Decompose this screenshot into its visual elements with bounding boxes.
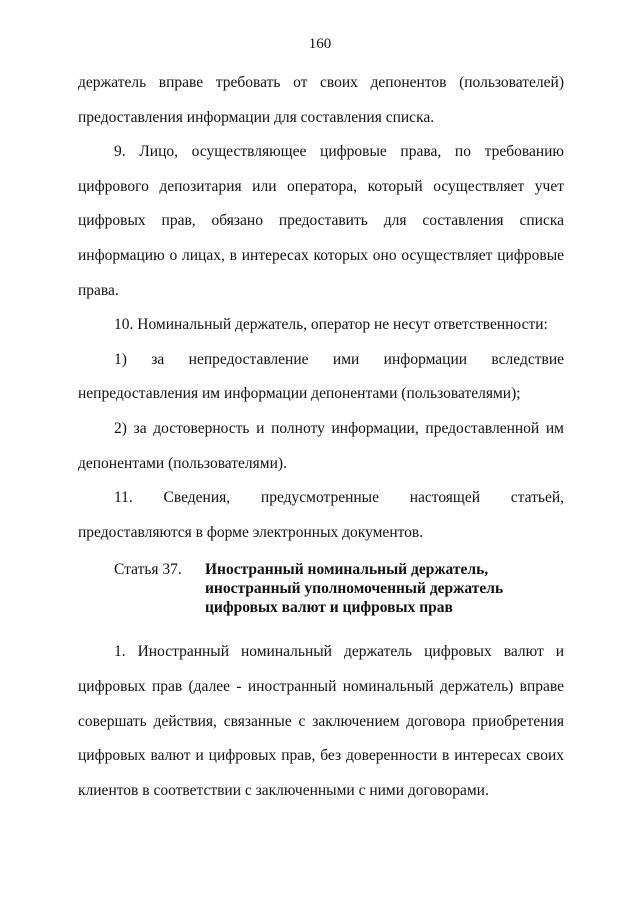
article-title-line: Иностранный номинальный держатель, — [205, 561, 489, 579]
page-number: 160 — [308, 36, 332, 52]
paragraph-continuation: держатель вправе требовать от своих депонентов (пользователей) предоставления информации для составления списка. — [78, 74, 564, 126]
article-paragraph-1: 1. Иностранный номинальный держатель цифровых валют и цифровых прав (далее - иностранный номинальный держатель) вправе совершать действия, связанные с заключением договора приобретения цифровых валют и цифровых прав, без доверенности в интересах своих клиентов в соответствии с заключенными с ними договорами. — [78, 643, 564, 799]
article-title-line: цифровых валют и цифровых прав — [205, 599, 453, 617]
article-title-line: иностранный уполномоченный держатель — [205, 580, 504, 598]
paragraph-11: 11. Сведения, предусмотренные настоящей статьей, предоставляются в форме электронных документов. — [78, 489, 564, 541]
document-body — [78, 66, 564, 808]
article-title — [205, 560, 564, 617]
article-label: Статья 37. — [114, 561, 182, 579]
paragraph-10-item-1: 1) за непредоставление ими информации вследствие непредоставления им информации депонентами (пользователями); — [78, 350, 564, 403]
paragraph-10: 10. Номинальный держатель, оператор не несут ответственности: — [114, 316, 548, 334]
article-heading — [78, 560, 564, 617]
paragraph-10-item-2: 2) за достоверность и полноту информации, предоставленной им депонентами (пользователями). — [78, 419, 564, 472]
paragraph-9: 9. Лицо, осуществляющее цифровые права, по требованию цифрового депозитария или оператора, который осуществляет учет цифровых прав, обязано предоставить для составления списка информацию о лицах, в интересах которых оно осуществляет цифровые права. — [78, 143, 564, 299]
